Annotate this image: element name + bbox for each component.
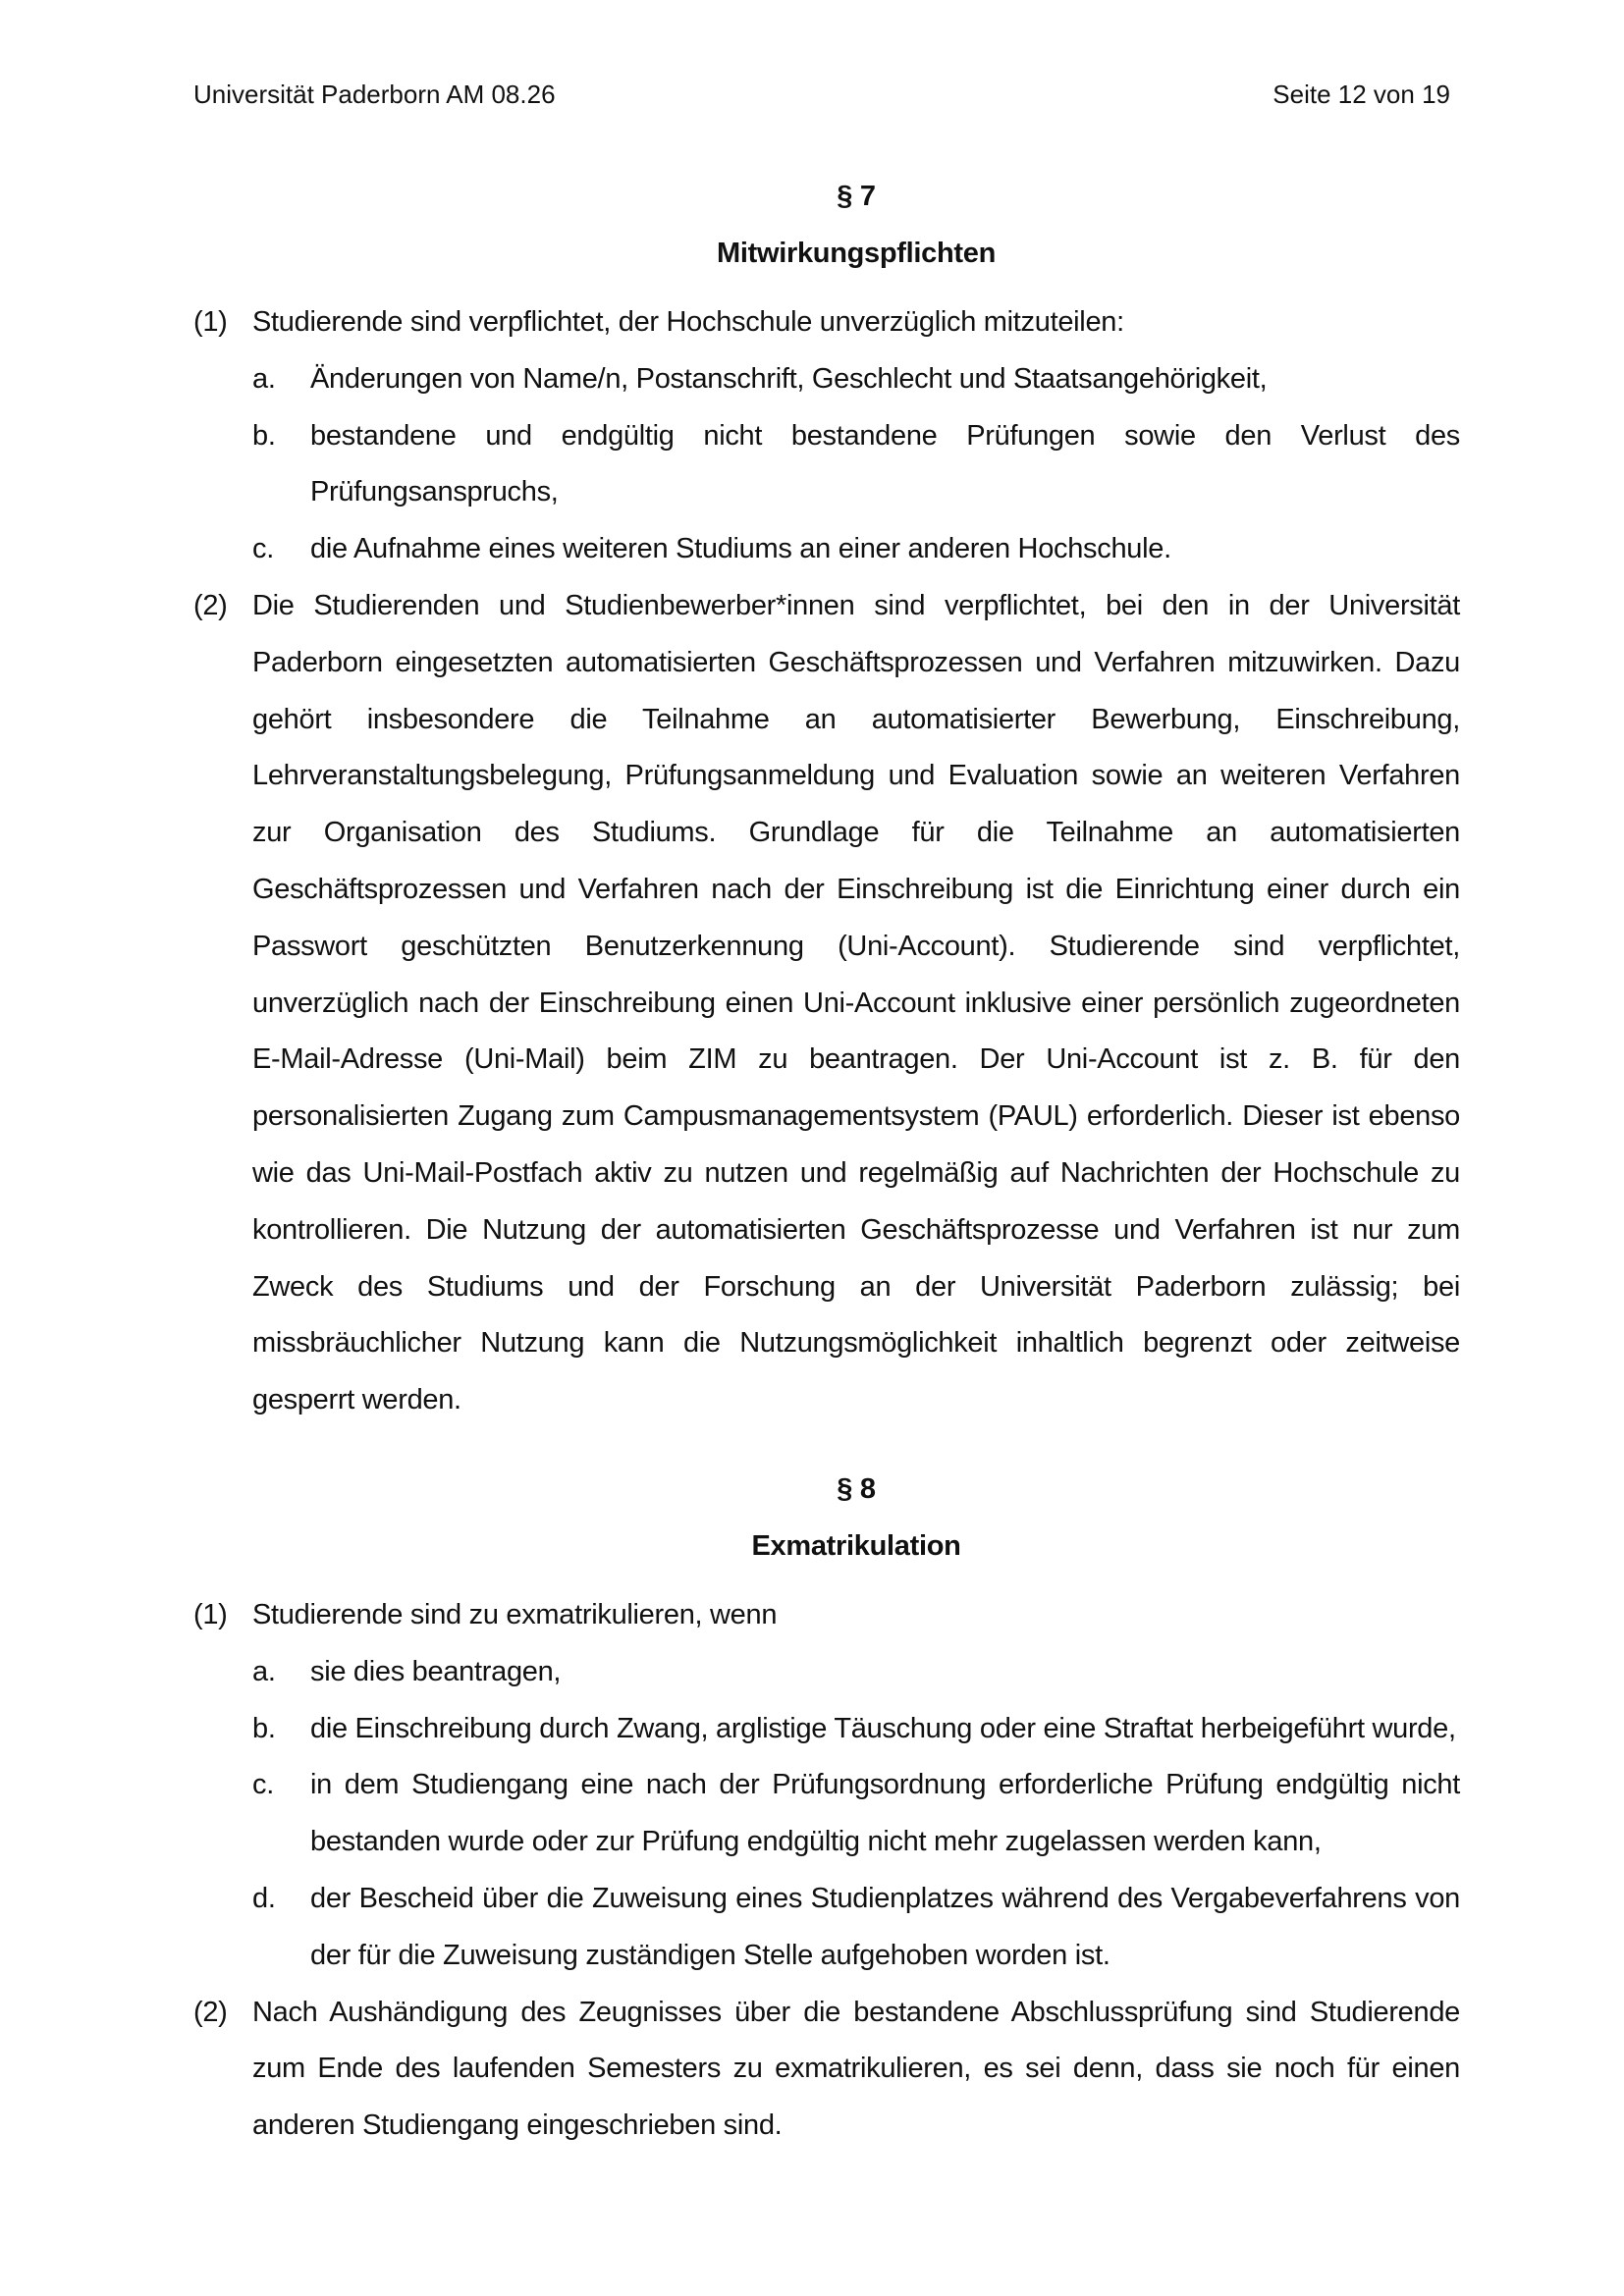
page-header — [193, 77, 1450, 112]
list-item-text: der Bescheid über die Zuweisung eines Studienplatzes während des Vergabeverfahrens von der für die Zuweisung zuständigen Stelle aufgehoben worden ist. — [310, 1882, 1460, 1971]
section-number: § 7 — [837, 181, 876, 212]
list-item-label: c. — [252, 1769, 274, 1801]
document-title: Universität Paderborn AM 08.26 — [193, 80, 556, 109]
paragraph-2 — [193, 1985, 1460, 2155]
section-title: Exmatrikulation — [751, 1530, 961, 1562]
list-item-text: sie dies beantragen, — [310, 1655, 562, 1687]
paragraph-1 — [193, 294, 1460, 578]
list-item — [193, 521, 1460, 578]
page-number: Seite 12 von 19 — [1272, 80, 1450, 109]
list-item-text: Änderungen von Name/n, Postanschrift, Geschlecht und Staatsangehörigkeit, — [310, 362, 1268, 395]
list-item-label: a. — [252, 362, 276, 395]
section-title: Mitwirkungspflichten — [716, 238, 996, 269]
list-item — [193, 1757, 1460, 1871]
paragraph-label: (1) — [193, 306, 228, 338]
paragraph-label: (2) — [193, 1996, 228, 2028]
list-item-label: b. — [252, 419, 276, 452]
list-item-label: c. — [252, 533, 274, 565]
paragraph-text: Die Studierenden und Studienbewerber*innen sind verpflichtet, bei den in der Universität Paderborn eingesetzten automatisierten Geschäftsprozessen und Verfahren mitzuwirken. Dazu gehört insbesondere die Teilnahme an automatisierter Bewerbung, Einschreibung, Lehrveranstaltungsbelegung, Prüfungsanmeldung und Evaluation sowie an weiteren Verfahren zur Organisation des Studiums. Grundlage für die Teilnahme an automatisierten Geschäftsprozessen und Verfahren nach der Einschreibung ist die Einrichtung einer durch ein Passwort geschützten Benutzerkennung (Uni-Account). Studierende sind verpflichtet, unverzüglich nach der Einschreibung einen Uni-Account inklusive einer persönlich zugeordneten E-Mail-Adresse (Uni-Mail) beim ZIM zu beantragen. Der Uni-Account ist z. B. für den personalisierten Zugang zum Campusmanagementsystem (PAUL) erforderlich. Dieser ist ebenso wie das Uni-Mail-Postfach aktiv zu nutzen und regelmäßig auf Nachrichten der Hochschule zu kontrollieren. Die Nutzung der automatisierten Geschäftsprozesse und Verfahren ist nur zum Zweck des Studiums und der Forschung an der Universität Paderborn zulässig; bei missbräuchlicher Nutzung kann die Nutzungsmöglichkeit inhaltlich begrenzt oder zeitweise gesperrt werden. — [252, 589, 1460, 1416]
list-item — [193, 1644, 1460, 1701]
paragraph-2 — [193, 578, 1460, 1429]
paragraph-label: (2) — [193, 589, 228, 621]
section-7 — [193, 177, 1460, 1429]
paragraph-text: Nach Aushändigung des Zeugnisses über die bestandene Abschlussprüfung sind Studierende zum Ende des laufenden Semesters zu exmatrikulieren, es sei denn, dass sie noch für einen anderen Studiengang eingeschrieben sind. — [252, 1996, 1460, 2142]
list-item-text: in dem Studiengang eine nach der Prüfungsordnung erforderliche Prüfung endgültig nicht bestanden wurde oder zur Prüfung endgültig nicht mehr zugelassen werden kann, — [310, 1769, 1460, 1858]
list-item-text: die Aufnahme eines weiteren Studiums an einer anderen Hochschule. — [310, 533, 1171, 565]
paragraph-text: Studierende sind verpflichtet, der Hochschule unverzüglich mitzuteilen: — [252, 306, 1124, 338]
list-item — [193, 1701, 1460, 1758]
section-8 — [193, 1469, 1460, 2155]
list-item — [193, 351, 1460, 408]
list-item-text: bestandene und endgültig nicht bestandene Prüfungen sowie den Verlust des Prüfungsanspruchs, — [310, 419, 1460, 508]
list-item — [193, 1871, 1460, 1985]
list-item-label: d. — [252, 1882, 276, 1914]
paragraph-1 — [193, 1587, 1460, 1985]
paragraph-label: (1) — [193, 1599, 228, 1630]
list-item-label: b. — [252, 1712, 276, 1744]
list-item-text: die Einschreibung durch Zwang, arglistige Täuschung oder eine Straftat herbeigeführt wurde, — [310, 1712, 1456, 1744]
paragraph-text: Studierende sind zu exmatrikulieren, wenn — [252, 1599, 778, 1630]
list-item-label: a. — [252, 1655, 276, 1687]
section-number: § 8 — [837, 1473, 876, 1505]
list-item — [193, 408, 1460, 522]
